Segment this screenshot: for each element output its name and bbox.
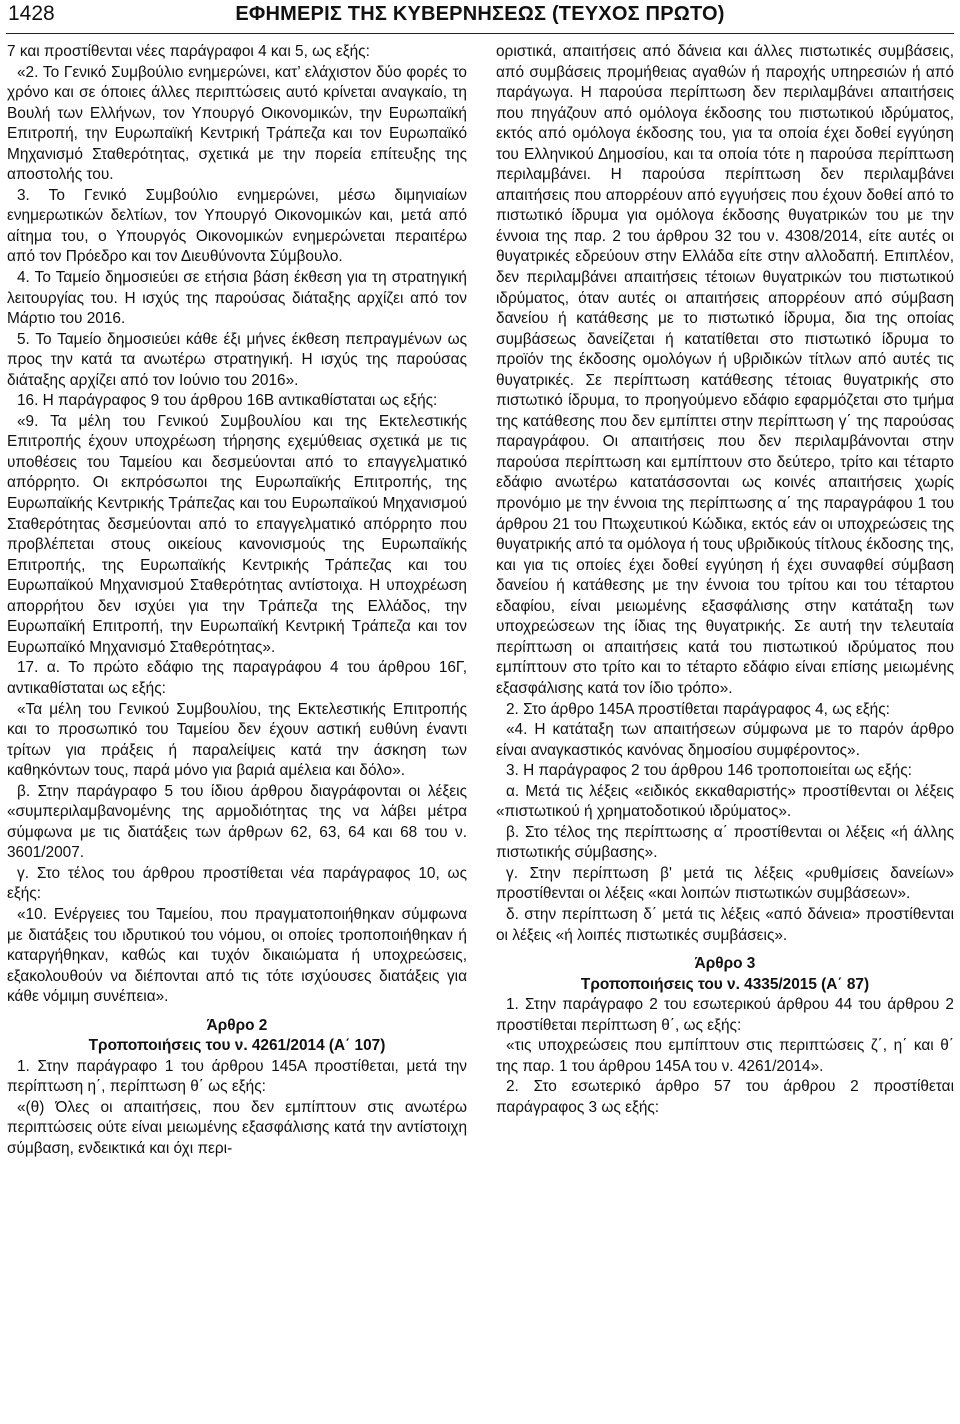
paragraph: δ. στην περίπτωση δ΄ μετά τις λέξεις «από δάνεια» προστίθενται οι λέξεις «ή λοιπές πιστωτικές συμβάσεις». xyxy=(496,905,954,944)
paragraph: 5. Το Ταμείο δημοσιεύει κάθε έξι μήνες έκθεση πεπραγμένων ως προς την κατά τα ανωτέρω στρατηγική. Η ισχύς της παρούσας διάταξης αρχίζει από τον Ιούνιο του 2016». xyxy=(7,330,467,389)
paragraph: οριστικά, απαιτήσεις από δάνεια και άλλες πιστωτικές συμβάσεις, από συμβάσεις προμήθειας αγαθών ή παροχής υπηρεσιών ή από παράγωγα. Η παρούσα περίπτωση δεν περιλαμβάνει απαιτήσεις που πηγάζουν από ομόλογα έκδοσης του πιστωτικού ιδρύματος, εκτός από ομόλογα έκδοσης του, για τα οποία έχει δοθεί εγγύηση του Ελληνικού Δημοσίου, και τα οποία τότε η παρούσα περίπτωση περιλαμβάνει. Η παρούσα περίπτωση δεν περιλαμβάνει απαιτήσεις που απορρέουν από εγγυήσεις που έχουν δοθεί από το πιστωτικό ίδρυμα για ομόλογα έκδοσης θυγατρικών του με την έννοια της παρ. 2 του άρθρου 32 του ν. 4308/2014, είτε αυτές οι θυγατρικές εδρεύουν στην Ελλάδα είτε στην αλλοδαπή. Επιπλέον, δεν περιλαμβάνει απαιτήσεις τέτοιων θυγατρικών του πιστωτικού ιδρύματος, όταν αυτές οι απαιτήσεις απορρέουν από σύμβαση δανείου ή κατάθεσης με το πιστωτικό ίδρυμα, δια της οποίας συμβάσεως δανείζεται ή κατατίθεται στο πιστωτικό ίδρυμα το προϊόν της έκδοσης ομολόγων ή υβριδικών τίτλων από αυτές τις θυγατρικές. Σε περίπτωση κατάθεσης τέτοιας θυγατρικής στο πιστωτικό ίδρυμα, το προηγούμενο εδάφιο εφαρμόζεται στο τμήμα της κατάθεσης που δεν εμπίπτει στην περίπτωση γ΄ της παρούσας παραγράφου. Οι απαιτήσεις που δεν περιλαμβάνονται στην παρούσα περίπτωση και εμπίπτουν στο δεύτερο, τρίτο και τέταρτο εδάφιο ανωτέρω κατατάσσονται ως κοινές απαιτήσεις χωρίς προνόμιο με την έννοια της περίπτωσης α΄ της παραγράφου 1 του άρθρου 21 του Πτωχευτικού Κώδικα, εκτός εάν οι υποχρεώσεις της θυγατρικής από τα ομόλογα ή τους υβριδικούς τίτλους έκδοσης της, και για τις οποίες έχει δοθεί εγγύηση ή έχει συναφθεί σύμβαση δανείου ή κατάθεσης με την έννοια του τρίτου και του τέταρτου εδαφίου, είναι μειωμένης εξασφάλισης στην κατάταξη των υποχρεώσεων της ίδιας της θυγατρικής. Σε αυτή την τελευταία περίπτωση οι απαιτήσεις κατά του πιστωτικού ιδρύματος που εμπίπτουν στο τρίτο και το τέταρτο εδάφιο είναι επίσης μειωμένης εξασφάλισης κατά τον ίδιο τρόπο». xyxy=(496,43,955,697)
paragraph: 2. Στο άρθρο 145Α προστίθεται παράγραφος 4, ως εξής: xyxy=(506,700,890,718)
paragraph: 16. Η παράγραφος 9 του άρθρου 16Β αντικαθίσταται ως εξής: xyxy=(17,392,438,410)
right-column xyxy=(496,42,954,1118)
paragraph: β. Στην παράγραφο 5 του ίδιου άρθρου διαγράφονται οι λέξεις «συμπεριλαμβανομένης της αρμοδιότητας της να λάβει μέτρα σύμφωνα με τις διατάξεις των άρθρων 62, 63, 64 και 68 του ν. 3601/2007. xyxy=(7,782,467,862)
paragraph: 3. Το Γενικό Συμβούλιο ενημερώνει, μέσω διμηνιαίων ενημερωτικών δελτίων, τον Υπουργό Οικονομικών και, μετά από αίτημα του, ο Υπουργός Οικονομικών ενημερώνεται περαιτέρω από τον Πρόεδρο και τον Διευθύνοντα Σύμβουλο. xyxy=(7,186,467,266)
paragraph: 1. Στην παράγραφο 1 του άρθρου 145Α προστίθεται, μετά την περίπτωση η΄, περίπτωση θ΄ ως εξής: xyxy=(7,1057,467,1096)
paragraph: «(θ) Όλες οι απαιτήσεις, που δεν εμπίπτουν στις ανωτέρω περιπτώσεις ούτε είναι μειωμένης εξασφάλισης κατά την αντίστοιχη σύμβαση, ενδεικτικά και όχι περι- xyxy=(7,1098,467,1157)
page-number: 1428 xyxy=(8,2,55,25)
paragraph: γ. Στην περίπτωση β' μετά τις λέξεις «ρυθμίσεις δανείων» προστίθενται οι λέξεις «και λοιπών πιστωτικών συμβάσεων». xyxy=(496,864,954,903)
paragraph: 7 και προστίθενται νέες παράγραφοι 4 και 5, ως εξής: xyxy=(7,43,370,60)
paragraph: 4. Το Ταμείο δημοσιεύει σε ετήσια βάση έκθεση για τη στρατηγική λειτουργίας του. Η ισχύς της παρούσας διάταξης αρχίζει από τον Μάρτιο του 2016. xyxy=(7,269,467,328)
page-header xyxy=(0,0,960,30)
paragraph: «9. Τα μέλη του Γενικού Συμβουλίου και της Εκτελεστικής Επιτροπής έχουν υποχρέωση τήρησης εχεμύθειας σχετικά με τις υποθέσεις του Ταμείου και δεσμεύονται από το επαγγελματικό απόρρητο. Οι εκπρόσωποι της Ευρωπαϊκής Επιτροπής, της Ευρωπαϊκής Κεντρικής Τράπεζας και του Ευρωπαϊκού Μηχανισμού Σταθερότητας δεσμεύονται από το επαγγελματικό απόρρητο που προβλέπεται στους οικείους κανονισμούς της Ευρωπαϊκής Επιτροπής, της Ευρωπαϊκής Κεντρικής Τράπεζας και του Ευρωπαϊκού Μηχανισμού Σταθερότητας αντίστοιχα. Η υποχρέωση απορρήτου δεν ισχύει για την Τράπεζα της Ελλάδος, την Ευρωπαϊκή Επιτροπή, την Ευρωπαϊκή Κεντρική Τράπεζα και τον Ευρωπαϊκό Μηχανισμό Σταθερότητας». xyxy=(7,412,467,656)
paragraph: «4. Η κατάταξη των απαιτήσεων σύμφωνα με το παρόν άρθρο είναι αναγκαστικός κανόνας δημοσίου συμφέροντος». xyxy=(496,721,954,759)
gazette-title: ΕΦΗΜΕΡΙΣ ΤΗΣ ΚΥΒΕΡΝΗΣΕΩΣ (ΤΕΥΧΟΣ ΠΡΩΤΟ) xyxy=(235,3,725,25)
header-divider xyxy=(6,33,954,34)
paragraph: 3. Η παράγραφος 2 του άρθρου 146 τροποποιείται ως εξής: xyxy=(506,762,912,780)
article-heading: Άρθρο 2 xyxy=(206,1016,268,1034)
paragraph: «τις υποχρεώσεις που εμπίπτουν στις περιπτώσεις ζ΄, η΄ και θ΄ της παρ. 1 του άρθρου 145Α του ν. 4261/2014». xyxy=(496,1037,954,1075)
paragraph: γ. Στο τέλος του άρθρου προστίθεται νέα παράγραφος 10, ως εξής: xyxy=(7,864,467,903)
paragraph: 2. Στο εσωτερικό άρθρο 57 του άρθρου 2 προστίθεται παράγραφος 3 ως εξής: xyxy=(496,1078,954,1116)
paragraph: β. Στο τέλος της περίπτωσης α΄ προστίθενται οι λέξεις «ή άλλης πιστωτικής σύμβασης». xyxy=(496,823,954,862)
paragraph: 17. α. Το πρώτο εδάφιο της παραγράφου 4 του άρθρου 16Γ, αντικαθίσταται ως εξής: xyxy=(7,659,467,697)
article-heading: Άρθρο 3 xyxy=(694,955,756,973)
paragraph: «Τα μέλη του Γενικού Συμβουλίου, της Εκτελεστικής Επιτροπής και το προσωπικό του Ταμείου δεν έχουν αστική ευθύνη έναντι τρίτων για πράξεις ή παραλείψεις κατά την άσκηση των καθηκόντων τους, παρά μόνο για βαριά αμέλεια και δόλο». xyxy=(7,700,467,780)
paragraph: α. Μετά τις λέξεις «ειδικός εκκαθαριστής» προστίθενται οι λέξεις «πιστωτικού ή χρηματοδοτικού ιδρύματος». xyxy=(496,782,954,821)
paragraph: «2. Το Γενικό Συμβούλιο ενημερώνει, κατ’ ελάχιστον δύο φορές το χρόνο και σε όποιες άλλες περιπτώσεις αυτό κρίνεται αναγκαίο, τη Βουλή των Ελλήνων, τον Υπουργό Οικονομικών, την Ευρωπαϊκή Επιτροπή, την Ευρωπαϊκή Κεντρική Τράπεζα και τον Ευρωπαϊκό Μηχανισμό Σταθερότητας, σχετικά με την πορεία επίτευξης της αποστολής του. xyxy=(7,63,467,184)
article-subheading: Τροποποιήσεις του ν. 4335/2015 (Α΄ 87) xyxy=(580,975,870,993)
paragraph: 1. Στην παράγραφο 2 του εσωτερικού άρθρου 44 του άρθρου 2 προστίθεται περίπτωση θ΄, ως εξής: xyxy=(496,996,954,1034)
left-column xyxy=(7,42,467,1160)
paragraph: «10. Ενέργειες του Ταμείου, που πραγματοποιήθηκαν σύμφωνα με διατάξεις του ιδρυτικού του νόμου, οι οποίες τροποποιήθηκαν ή καταργήθηκαν, καθώς και τυχόν δικαιώματα ή υποχρεώσεις, εξακολουθούν να διέπονται από τις τότε ισχύουσες διατάξεις για κάθε νόμιμη συνέπεια». xyxy=(7,905,467,1006)
article-subheading: Τροποποιήσεις του ν. 4261/2014 (Α΄ 107) xyxy=(88,1037,386,1055)
